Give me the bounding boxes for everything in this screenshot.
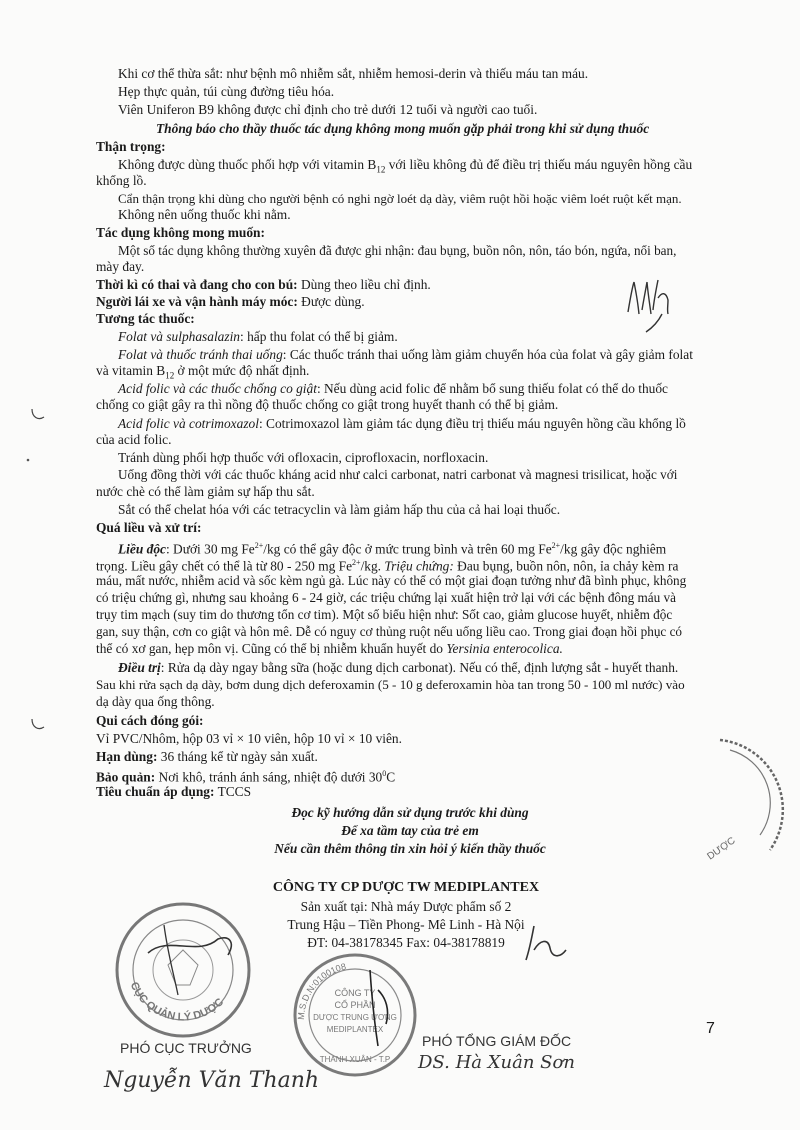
company-address-1: Sản xuất tại: Nhà máy Dược phẩm số 2	[300, 899, 512, 914]
precautions-heading: Thận trọng:	[96, 139, 166, 154]
svg-text:DƯỢC: DƯỢC	[705, 835, 738, 863]
side-effects-heading: Tác dụng không mong muốn:	[96, 225, 265, 240]
treatment-line-3: dạ dày qua ống thông.	[96, 694, 215, 709]
driving-line: Người lái xe và vận hành máy móc: Được dùng.	[96, 294, 365, 309]
overdose-line-5: trụy tim mạch (suy tim do thương tổn cơ tim). Một số biểu hiện như: Sốt cao, giảm glucose huyết, nhiễm độc	[96, 607, 673, 622]
svg-text:M.S.D.N:0100108: M.S.D.N:0100108	[295, 961, 347, 1021]
overdose-line-6: gan, suy thận, cơn co giật và hôn mê. Dễ có nguy cơ thủng ruột nếu uống liều cao. Trong giai đoạn hồi phục có	[96, 624, 683, 639]
signature-initials	[520, 920, 580, 970]
interactions-line-11: Sắt có thể chelat hóa với các tetracyclin và làm giảm hấp thu của cả hai loại thuốc.	[118, 502, 561, 517]
treatment-line-1: Điều trị: Rửa dạ dày ngay bằng sữa (hoặc dung dịch carbonat). Nếu có thể, định lượng sắt - huyết thanh.	[118, 660, 679, 675]
notice-read-instructions: Đọc kỹ hướng dẫn sử dụng trước khi dùng	[291, 805, 529, 820]
overdose-heading: Quá liều và xử trí:	[96, 520, 202, 535]
notice-keep-away: Để xa tầm tay của trẻ em	[341, 823, 479, 838]
notice-ask-doctor: Nếu cần thêm thông tin xin hỏi ý kiến thầy thuốc	[274, 841, 546, 856]
overdose-line-7: thể có xơ gan, hẹp môn vị. Cũng có thể bị nhiễm khuẩn huyết do Yersinia enterocolica.	[96, 641, 563, 656]
edge-stamp	[690, 730, 800, 880]
precautions-line-1: Không được dùng thuốc phối hợp với vitamin $B_{12}$ với liều không đủ để điều trị thiếu máu nguyên hồng cầu	[118, 157, 693, 175]
pregnancy-line: Thời kì có thai và đang cho con bú: Dùng theo liều chỉ định.	[96, 277, 431, 292]
company-name: CÔNG TY CP DƯỢC TW MEDIPLANTEX	[272, 880, 540, 895]
svg-text:CỤC QUẢN LÝ DƯỢC: CỤC QUẢN LÝ DƯỢC	[127, 980, 227, 1024]
svg-text:CÔNG TY: CÔNG TY	[334, 988, 376, 998]
interactions-line-8: Tránh dùng phối hợp thuốc với ofloxacin, ciprofloxacin, norfloxacin.	[118, 450, 489, 465]
interactions-line-4: Acid folic và các thuốc chống co giật: Nếu dùng acid folic để nhằm bổ sung thiếu folat có thể do thuốc	[118, 381, 668, 396]
precautions-line-2: khổng lồ.	[96, 173, 147, 188]
contraindication-line-3: Viên Uniferon B9 không được chỉ định cho trẻ dưới 12 tuổi và người cao tuổi.	[118, 102, 538, 117]
precautions-line-4: Không nên uống thuốc khi nằm.	[118, 207, 291, 222]
interactions-line-3: và vitamin $B_{12}$ ở một mức độ nhất định.	[96, 363, 310, 381]
svg-text:THANH XUÂN - T.P: THANH XUÂN - T.P	[319, 1055, 391, 1064]
overdose-line-1: Liều độc: Dưới 30 mg $Fe^{2+}/kg$ có thể gây độc ở mức trung bình và trên 60 mg $Fe^{2+}/kg$ gây độc nghiêm	[118, 541, 667, 557]
right-signatory-name: DS. Hà Xuân Sơn	[418, 1052, 575, 1073]
packaging-line: Vỉ PVC/Nhôm, hộp 03 vỉ × 10 viên, hộp 10 vỉ × 10 viên.	[96, 731, 402, 746]
overdose-line-2: trọng. Liều gây chết có thể là từ 80 - 250 mg $Fe^{2+}/kg$. Triệu chứng: Đau bụng, buồn nôn, nôn, ỉa chảy kèm ra	[96, 558, 679, 574]
svg-text:MEDIPLANTEX: MEDIPLANTEX	[326, 1025, 384, 1034]
interactions-heading: Tương tác thuốc:	[96, 311, 195, 326]
left-signatory-name: Nguyễn Văn Thanh	[104, 1068, 320, 1093]
storage-line: Bảo quản: Nơi khô, tránh ánh sáng, nhiệt độ dưới $30^0C$	[96, 769, 396, 785]
right-signatory-title: PHÓ TỔNG GIÁM ĐỐC	[422, 1033, 572, 1049]
treatment-line-2: Sau khi rửa sạch dạ dày, bơm dung dịch deferoxamin (5 - 10 g deferoxamin hòa tan trong 50 - 100 ml nước) vào	[96, 677, 685, 692]
edge-mark	[28, 405, 48, 425]
edge-mark	[28, 715, 48, 735]
right-company-stamp	[290, 950, 420, 1080]
precautions-line-3: Cẩn thận trọng khi dùng cho người bệnh có nghi ngờ loét dạ dày, viêm ruột hồi hoặc viêm loét ruột kết mạn.	[118, 191, 682, 206]
standard-line: Tiêu chuẩn áp dụng: TCCS	[96, 784, 252, 799]
svg-text:CỔ PHẦN: CỔ PHẦN	[334, 1000, 376, 1010]
page-number: 7	[706, 1020, 715, 1037]
contraindication-line-2: Hẹp thực quản, túi cùng đường tiêu hóa.	[118, 84, 335, 99]
interactions-line-2: Folat và thuốc tránh thai uống: Các thuốc tránh thai uống làm giảm chuyển hóa của folat và gây giảm folat	[118, 347, 693, 362]
packaging-heading: Qui cách đóng gói:	[96, 713, 204, 728]
edge-dot	[24, 456, 32, 464]
shelf-life-line: Hạn dùng: 36 tháng kể từ ngày sản xuất.	[96, 749, 318, 764]
interactions-line-5: chống co giật gây ra thì nồng độ thuốc chống co giật trong huyết thanh có thể bị giảm.	[96, 397, 559, 412]
side-effects-line-2: mày đay.	[96, 259, 145, 274]
interactions-line-9: Uống đồng thời với các thuốc kháng acid như calci carbonat, natri carbonat và magnesi trisilicat, hoặc với	[118, 467, 678, 482]
handwritten-initials	[620, 270, 680, 340]
side-effects-line-1: Một số tác dụng không thường xuyên đã được ghi nhận: đau bụng, buồn nôn, nôn, táo bón, ngứa, nổi ban,	[118, 243, 677, 258]
interactions-line-7: của acid folic.	[96, 432, 172, 447]
company-address-2: Trung Hậu – Tiền Phong- Mê Linh - Hà Nội	[287, 917, 525, 932]
contraindication-line-1: Khi cơ thể thừa sắt: như bệnh mô nhiễm sắt, nhiễm hemosi-derin và thiếu máu tan máu.	[118, 66, 589, 81]
left-official-stamp	[108, 895, 258, 1045]
overdose-line-4: có triệu chứng gì, nhưng sau khoảng 6 - 24 giờ, các triệu chứng lại xuất hiện trở lại với các bệnh đông máu và	[96, 590, 676, 605]
notice-heading: Thông báo cho thầy thuốc tác dụng không mong muốn gặp phải trong khi sử dụng thuốc	[156, 121, 650, 136]
svg-text:DƯỢC TRUNG ƯƠNG: DƯỢC TRUNG ƯƠNG	[313, 1013, 397, 1022]
left-signatory-title: PHÓ CỤC TRƯỞNG	[120, 1040, 252, 1056]
company-phone: ĐT: 04-38178345 Fax: 04-38178819	[307, 935, 505, 950]
interactions-line-1: Folat và sulphasalazin: hấp thu folat có thể bị giảm.	[118, 329, 398, 344]
overdose-line-3: máu, mất nước, nhiễm acid và sốc kèm ngủ gà. Lúc này có thể có một giai đoạn tưởng như đã bình phục, không	[96, 573, 687, 588]
interactions-line-6: Acid folic và cotrimoxazol: Cotrimoxazol làm giảm tác dụng điều trị thiếu máu nguyên hồng cầu khổng lồ	[118, 416, 686, 431]
interactions-line-10: nước chè có thể làm giảm sự hấp thu sắt.	[96, 484, 315, 499]
